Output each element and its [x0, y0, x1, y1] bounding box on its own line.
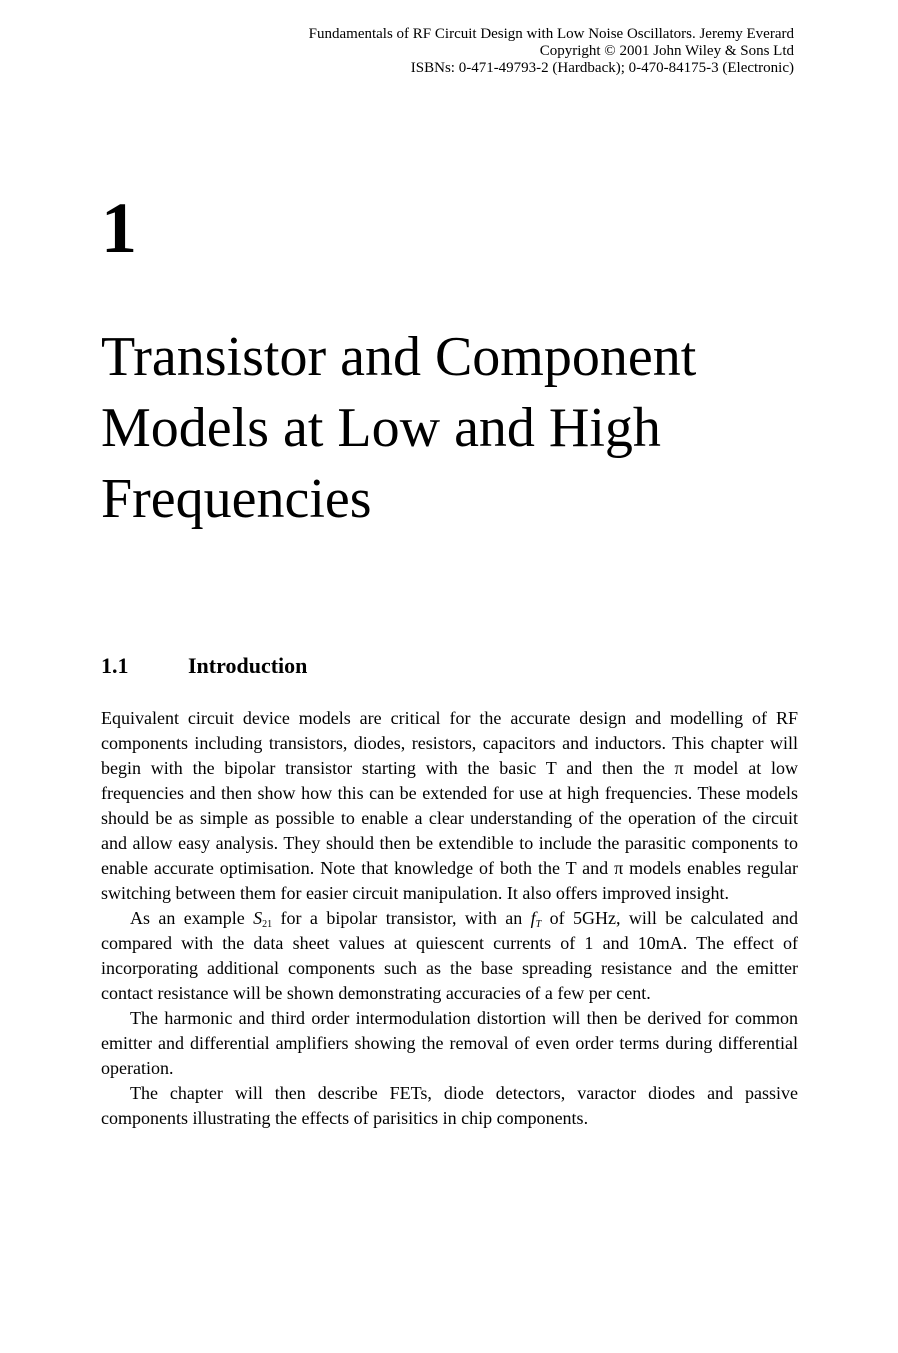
s-parameter-subscript: 21: [262, 919, 273, 930]
chapter-title: [101, 322, 821, 535]
chapter-title-line: Frequencies: [101, 468, 372, 530]
header-title-line: Fundamentals of RF Circuit Design with Low Noise Oscillators. Jeremy Everard: [308, 26, 794, 42]
paragraph-text: of 5GHz, will be calculated and compared with the data sheet values at quiescent currents of 1 and 10mA. The effect of incorporating additional components such as the base spreading resistance and the emitter contact resistance will be shown demonstrating accuracies of a few per cent.: [101, 908, 798, 1003]
paragraph-text: As an example: [130, 908, 254, 928]
body-text: [101, 706, 798, 1131]
chapter-title-line: Transistor and Component: [101, 326, 697, 388]
transition-frequency-subscript: T: [535, 919, 542, 930]
paragraph-distortion: The harmonic and third order intermodulation distortion will then be derived for common emitter and differential amplifiers showing the removal of even order terms during differential operation.: [101, 1008, 798, 1078]
section-number: 1.1: [101, 653, 129, 678]
section-title: Introduction: [188, 653, 308, 678]
section-heading: [101, 651, 307, 681]
header-isbn-line: ISBNs: 0-471-49793-2 (Hardback); 0-470-84175-3 (Electronic): [410, 60, 794, 76]
paragraph-text: for a bipolar transistor, with an: [272, 908, 531, 928]
paragraph-chapter-outline: The chapter will then describe FETs, diode detectors, varactor diodes and passive components illustrating the effects of parisitics in chip components.: [101, 1083, 798, 1128]
paragraph-intro: Equivalent circuit device models are critical for the accurate design and modelling of RF components including transistors, diodes, resistors, capacitors and inductors. This chapter will begin with the bipolar transistor starting with the basic T and then the π model at low frequencies and then show how this can be extended for use at high frequencies. These models should be as simple as possible to enable a clear understanding of the operation of the circuit and allow easy analysis. They should then be extendible to include the parasitic components to enable accurate optimisation. Note that knowledge of both the T and π models enables regular switching between them for easier circuit manipulation. It also offers improved insight.: [101, 708, 798, 903]
chapter-title-line: Models at Low and High: [101, 397, 661, 459]
book-header: [309, 26, 794, 77]
header-copyright-line: Copyright © 2001 John Wiley & Sons Ltd: [539, 43, 794, 59]
paragraph-example: [101, 906, 798, 1006]
s-parameter-symbol: S: [253, 908, 263, 928]
transition-frequency-symbol: f: [530, 908, 536, 928]
chapter-number: 1: [101, 188, 137, 268]
